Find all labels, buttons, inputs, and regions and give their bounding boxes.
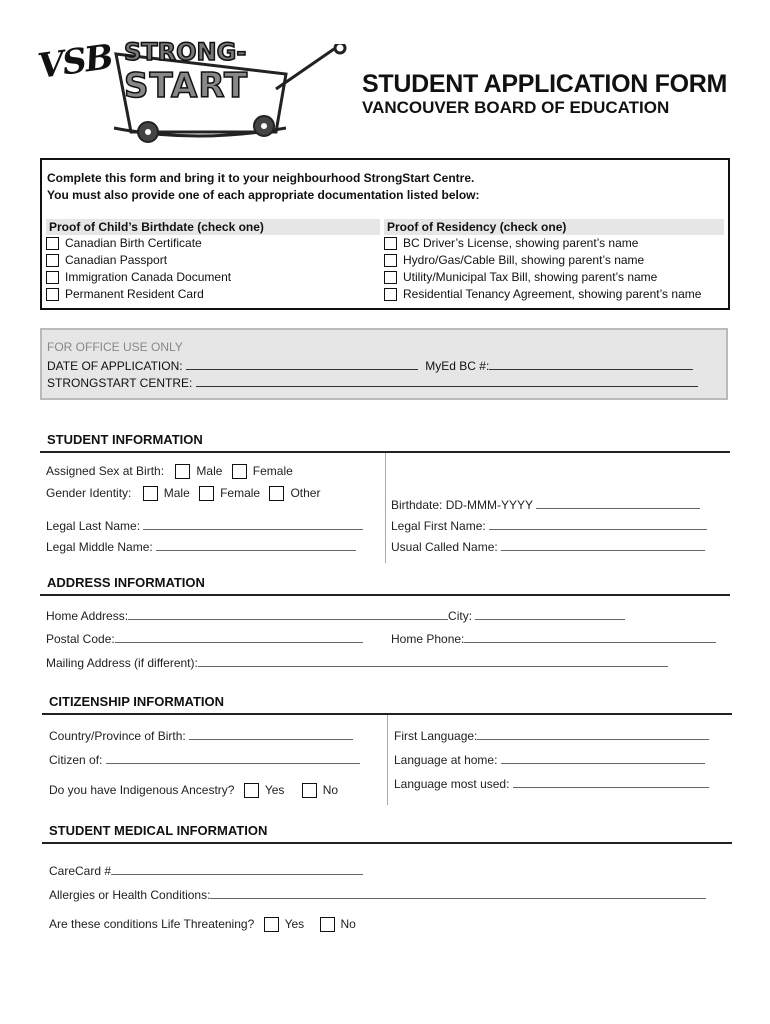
gender-identity-row: Gender Identity: Male Female Other bbox=[46, 486, 321, 500]
first-language-row: First Language: bbox=[394, 728, 709, 743]
sex-female-checkbox[interactable] bbox=[232, 464, 247, 479]
column-divider bbox=[387, 715, 388, 805]
strongstart-centre-field[interactable] bbox=[196, 374, 698, 387]
gender-female-checkbox[interactable] bbox=[199, 486, 214, 501]
checkbox[interactable] bbox=[46, 254, 59, 267]
office-use-heading: FOR OFFICE USE ONLY bbox=[47, 340, 183, 354]
home-phone-field[interactable] bbox=[464, 631, 716, 643]
intro-line-1: Complete this form and bring it to your neighbourhood StrongStart Centre. bbox=[47, 171, 475, 185]
form-title: STUDENT APPLICATION FORM bbox=[362, 70, 728, 98]
life-threatening-no-checkbox[interactable] bbox=[320, 917, 335, 932]
strongstart-logo-line2: START bbox=[124, 66, 249, 106]
indigenous-no-checkbox[interactable] bbox=[302, 783, 317, 798]
language-at-home-field[interactable] bbox=[501, 752, 705, 764]
assigned-sex-row: Assigned Sex at Birth: Male Female bbox=[46, 464, 293, 478]
residency-option[interactable]: Hydro/Gas/Cable Bill, showing parent’s name bbox=[384, 252, 724, 269]
residency-option[interactable]: Residential Tenancy Agreement, showing parent’s name bbox=[384, 286, 724, 303]
language-most-used-field[interactable] bbox=[513, 776, 709, 788]
residency-option[interactable]: BC Driver’s License, showing parent’s name bbox=[384, 235, 724, 252]
home-phone-row: Home Phone: bbox=[391, 631, 716, 646]
residency-proof-column bbox=[384, 219, 724, 303]
first-language-field[interactable] bbox=[477, 728, 709, 740]
citizen-of-field[interactable] bbox=[106, 752, 360, 764]
legal-middle-name-field[interactable] bbox=[156, 539, 356, 551]
country-of-birth-field[interactable] bbox=[189, 728, 353, 740]
birthdate-option[interactable]: Canadian Birth Certificate bbox=[46, 235, 380, 252]
citizenship-info-heading: CITIZENSHIP INFORMATION bbox=[49, 694, 225, 709]
checkbox[interactable] bbox=[46, 237, 59, 250]
form-subtitle: VANCOUVER BOARD OF EDUCATION bbox=[362, 98, 670, 117]
sex-male-checkbox[interactable] bbox=[175, 464, 190, 479]
documentation-intro bbox=[47, 170, 480, 204]
intro-line-2: You must also provide one of each appropriate documentation listed below: bbox=[47, 188, 480, 202]
legal-first-name-field[interactable] bbox=[489, 518, 707, 530]
postal-code-row: Postal Code: bbox=[46, 631, 363, 646]
city-field[interactable] bbox=[475, 608, 625, 620]
office-centre-row bbox=[47, 374, 698, 390]
office-date-row bbox=[47, 357, 693, 373]
myed-field[interactable] bbox=[489, 357, 693, 370]
mailing-address-field[interactable] bbox=[198, 655, 668, 667]
usual-called-name-row: Usual Called Name: bbox=[391, 539, 705, 554]
birthdate-option[interactable]: Canadian Passport bbox=[46, 252, 380, 269]
column-divider bbox=[385, 453, 386, 563]
legal-middle-name-row: Legal Middle Name: bbox=[46, 539, 356, 554]
residency-proof-heading: Proof of Residency (check one) bbox=[384, 219, 724, 235]
language-most-used-row: Language most used: bbox=[394, 776, 709, 791]
mailing-address-row: Mailing Address (if different): bbox=[46, 655, 668, 670]
checkbox[interactable] bbox=[384, 237, 397, 250]
language-at-home-row: Language at home: bbox=[394, 752, 705, 767]
address-info-rule bbox=[40, 594, 730, 596]
birthdate-proof-column bbox=[46, 219, 380, 303]
gender-other-checkbox[interactable] bbox=[269, 486, 284, 501]
allergies-field[interactable] bbox=[210, 887, 706, 899]
checkbox[interactable] bbox=[384, 288, 397, 301]
student-info-heading: STUDENT INFORMATION bbox=[47, 432, 203, 447]
home-address-field[interactable] bbox=[128, 608, 448, 620]
date-of-application-label: DATE OF APPLICATION: bbox=[47, 359, 183, 373]
usual-called-name-field[interactable] bbox=[501, 539, 705, 551]
strongstart-centre-label: STRONGSTART CENTRE: bbox=[47, 376, 193, 390]
birthdate-option[interactable]: Permanent Resident Card bbox=[46, 286, 380, 303]
legal-first-name-row: Legal First Name: bbox=[391, 518, 707, 533]
legal-last-name-field[interactable] bbox=[143, 518, 363, 530]
birthdate-option[interactable]: Immigration Canada Document bbox=[46, 269, 380, 286]
indigenous-yes-checkbox[interactable] bbox=[244, 783, 259, 798]
birthdate-proof-heading: Proof of Child’s Birthdate (check one) bbox=[46, 219, 380, 235]
postal-code-field[interactable] bbox=[115, 631, 363, 643]
checkbox[interactable] bbox=[384, 254, 397, 267]
vsb-logo-text: VSB bbox=[35, 37, 115, 87]
medical-info-rule bbox=[42, 842, 732, 844]
medical-info-heading: STUDENT MEDICAL INFORMATION bbox=[49, 823, 268, 838]
birthdate-field[interactable] bbox=[536, 497, 700, 509]
gender-male-checkbox[interactable] bbox=[143, 486, 158, 501]
address-info-heading: ADDRESS INFORMATION bbox=[47, 575, 205, 590]
checkbox[interactable] bbox=[384, 271, 397, 284]
legal-last-name-row: Legal Last Name: bbox=[46, 518, 363, 533]
life-threatening-yes-checkbox[interactable] bbox=[264, 917, 279, 932]
carecard-field[interactable] bbox=[111, 863, 363, 875]
indigenous-ancestry-row: Do you have Indigenous Ancestry? Yes No bbox=[49, 783, 339, 797]
life-threatening-row: Are these conditions Life Threatening? Yes No bbox=[49, 917, 356, 931]
date-of-application-field[interactable] bbox=[186, 357, 418, 370]
country-of-birth-row: Country/Province of Birth: bbox=[49, 728, 353, 743]
checkbox[interactable] bbox=[46, 288, 59, 301]
birthdate-row: Birthdate: DD-MMM-YYYY bbox=[391, 497, 700, 512]
home-address-row: Home Address: City: bbox=[46, 608, 625, 623]
myed-label: MyEd BC #: bbox=[425, 359, 490, 373]
citizen-of-row: Citizen of: bbox=[49, 752, 360, 767]
strongstart-logo-line1: STRONG- bbox=[124, 38, 247, 66]
checkbox[interactable] bbox=[46, 271, 59, 284]
allergies-row: Allergies or Health Conditions: bbox=[49, 887, 706, 902]
residency-option[interactable]: Utility/Municipal Tax Bill, showing parent’s name bbox=[384, 269, 724, 286]
carecard-row: CareCard # bbox=[49, 863, 363, 878]
